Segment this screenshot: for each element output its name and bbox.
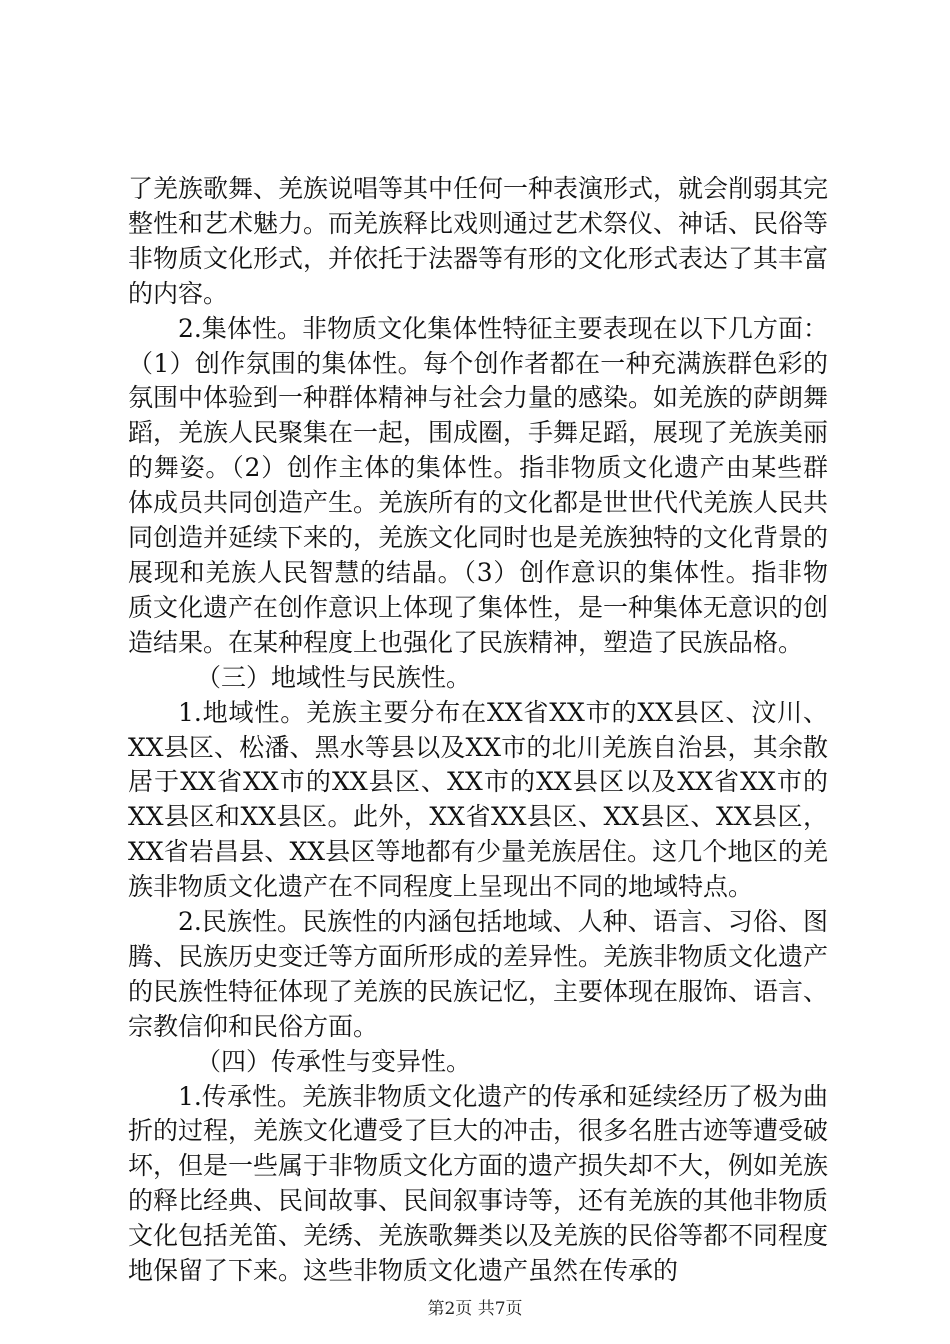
paragraph-inheritance: 1.传承性。羌族非物质文化遗产的传承和延续经历了极为曲折的过程，羌族文化遭受了巨大的冲击，很多名胜古迹等遭受破坏，但是一些属于非物质文化方面的遗产损失却不大，例如羌族的释比经典、民间故事、民间叙事诗等，还有羌族的其他非物质文化包括羌笛、羌绣、羌族歌舞类以及羌族的民俗等都不同程度地保留了下来。这些非物质文化遗产虽然在传承的 xyxy=(128,1081,829,1286)
body-text xyxy=(128,172,828,1289)
page-number-footer: 第2页 共7页 xyxy=(427,1299,523,1319)
paragraph-ethnicity: 2.民族性。民族性的内涵包括地域、人种、语言、习俗、图腾、民族历史变迁等方面所形成的差异性。羌族非物质文化遗产的民族性特征体现了羌族的民族记忆，主要体现在服饰、语言、宗教信仰和民俗方面。 xyxy=(128,907,829,1041)
section-heading-regional-ethnic: （三）地域性与民族性。 xyxy=(196,662,472,692)
paragraph-regionality: 1.地域性。羌族主要分布在XX省XX市的XX县区、汶川、XX县区、松潘、黑水等县以及XX市的北川羌族自治县，其余散居于XX省XX市的XX县区、XX市的XX县区以及XX省XX市的XX县区和XX县区。此外，XX省XX县区、XX县区、XX县区，XX省岩昌县、XX县区等地都有少量羌族居住。这几个地区的羌族非物质文化遗产在不同程度上呈现出不同的地域特点。 xyxy=(128,697,828,902)
section-heading-inheritance-variation: （四）传承性与变异性。 xyxy=(196,1046,472,1076)
paragraph-collectivity: 2.集体性。非物质文化集体性特征主要表现在以下几方面：（1）创作氛围的集体性。每个创作者都在一种充满族群色彩的氛围中体验到一种群体精神与社会力量的感染。如羌族的萨朗舞蹈，羌族人民聚集在一起，围成圈，手舞足蹈，展现了羌族美丽的舞姿。（2）创作主体的集体性。指非物质文化遗产由某些群体成员共同创造产生。羌族所有的文化都是世世代代羌族人民共同创造并延续下来的，羌族文化同时也是羌族独特的文化背景的展现和羌族人民智慧的结晶。（3）创作意识的集体性。指非物质文化遗产在创作意识上体现了集体性，是一种集体无意识的创造结果。在某种程度上也强化了民族精神，塑造了民族品格。 xyxy=(128,313,829,657)
paragraph-continuation: 了羌族歌舞、羌族说唱等其中任何一种表演形式，就会削弱其完整性和艺术魅力。而羌族释比戏则通过艺术祭仪、神话、民俗等非物质文化形式，并依托于法器等有形的文化形式表达了其丰富的内容。 xyxy=(128,174,829,308)
